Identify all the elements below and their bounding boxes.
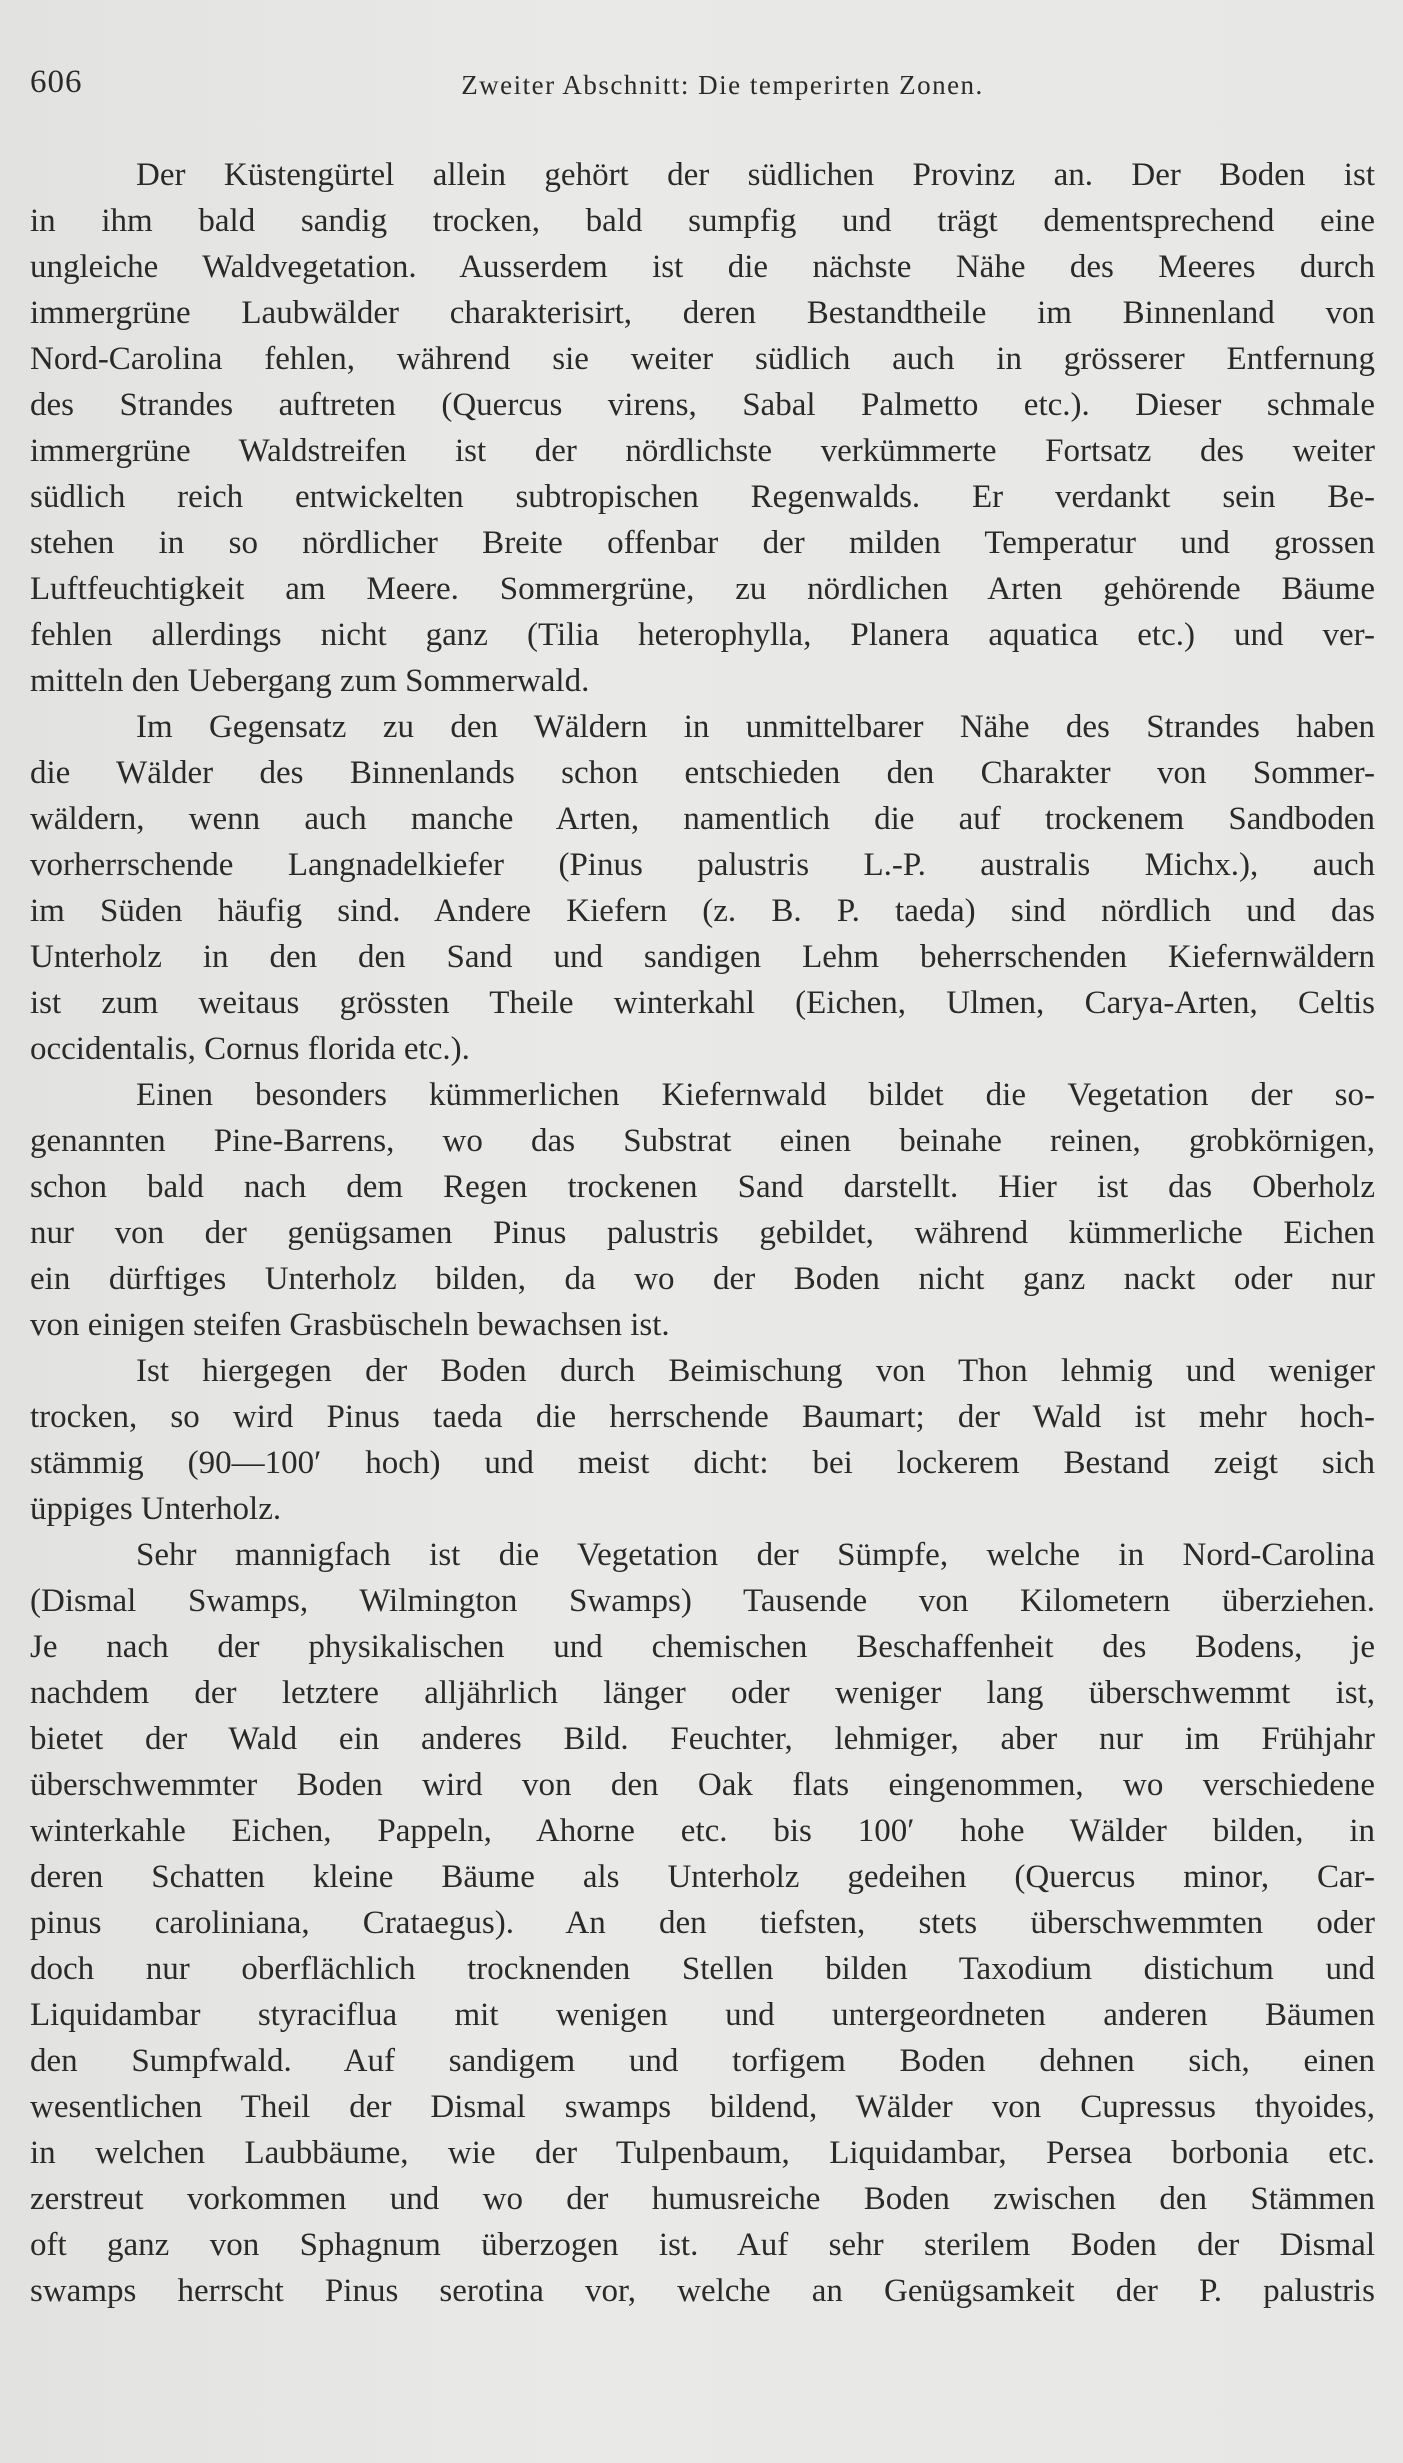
text-line: mitteln den Uebergang zum Sommerwald. [30, 663, 590, 699]
text-line: Unterholz in den den Sand und sandigen Lehm beherrschenden Kiefernwäldern [30, 939, 1375, 975]
text-line: im Süden häufig sind. Andere Kiefern (z. B. P. taeda) sind nördlich und das [30, 893, 1375, 929]
text-line: wesentlichen Theil der Dismal swamps bildend, Wälder von Cupressus thyoides, [30, 2089, 1375, 2125]
text-line: bietet der Wald ein anderes Bild. Feuchter, lehmiger, aber nur im Frühjahr [30, 1721, 1375, 1757]
text-line: die Wälder des Binnenlands schon entschieden den Charakter von Sommer- [30, 755, 1375, 791]
page-header [30, 64, 1375, 120]
text-line: nachdem der letztere alljährlich länger oder weniger lang überschwemmt ist, [30, 1675, 1375, 1711]
text-line: des Strandes auftreten (Quercus virens, Sabal Palmetto etc.). Dieser schmale [30, 387, 1375, 423]
text-line: Je nach der physikalischen und chemischen Beschaffenheit des Bodens, je [30, 1629, 1375, 1665]
text-line: immergrüne Laubwälder charakterisirt, deren Bestandtheile im Binnenland von [30, 295, 1375, 331]
text-line: stehen in so nördlicher Breite offenbar der milden Temperatur und grossen [30, 525, 1375, 561]
text-line: pinus caroliniana, Crataegus). An den tiefsten, stets überschwemmten oder [30, 1905, 1375, 1941]
text-line: oft ganz von Sphagnum überzogen ist. Auf sehr sterilem Boden der Dismal [30, 2227, 1375, 2263]
text-line: genannten Pine-Barrens, wo das Substrat einen beinahe reinen, grobkörnigen, [30, 1123, 1375, 1159]
text-line: in ihm bald sandig trocken, bald sumpfig und trägt dementsprechend eine [30, 203, 1375, 239]
text-line: von einigen steifen Grasbüscheln bewachsen ist. [30, 1307, 670, 1343]
text-line: wäldern, wenn auch manche Arten, namentlich die auf trockenem Sandboden [30, 801, 1375, 837]
text-line: Nord-Carolina fehlen, während sie weiter südlich auch in grösserer Entfernung [30, 341, 1375, 377]
text-line: Einen besonders kümmerlichen Kiefernwald bildet die Vegetation der so- [136, 1077, 1375, 1113]
text-line: üppiges Unterholz. [30, 1491, 282, 1527]
text-line: immergrüne Waldstreifen ist der nördlichste verkümmerte Fortsatz des weiter [30, 433, 1375, 469]
text-line: den Sumpfwald. Auf sandigem und torfigem Boden dehnen sich, einen [30, 2043, 1375, 2079]
text-line: deren Schatten kleine Bäume als Unterholz gedeihen (Quercus minor, Car- [30, 1859, 1375, 1895]
text-line: zerstreut vorkommen und wo der humusreiche Boden zwischen den Stämmen [30, 2181, 1375, 2217]
text-line: (Dismal Swamps, Wilmington Swamps) Tausende von Kilometern überziehen. [30, 1583, 1375, 1619]
text-line: Ist hiergegen der Boden durch Beimischung von Thon lehmig und weniger [136, 1353, 1375, 1389]
page-number: 606 [30, 64, 83, 100]
text-line: ein dürftiges Unterholz bilden, da wo der Boden nicht ganz nackt oder nur [30, 1261, 1375, 1297]
body-text [30, 152, 1375, 2314]
text-line: nur von der genügsamen Pinus palustris gebildet, während kümmerliche Eichen [30, 1215, 1375, 1251]
text-line: südlich reich entwickelten subtropischen Regenwalds. Er verdankt sein Be- [30, 479, 1375, 515]
text-line: schon bald nach dem Regen trockenen Sand darstellt. Hier ist das Oberholz [30, 1169, 1375, 1205]
text-line: occidentalis, Cornus florida etc.). [30, 1031, 470, 1067]
text-line: stämmig (90—100′ hoch) und meist dicht: bei lockerem Bestand zeigt sich [30, 1445, 1375, 1481]
text-line: winterkahle Eichen, Pappeln, Ahorne etc. bis 100′ hohe Wälder bilden, in [30, 1813, 1375, 1849]
text-line: swamps herrscht Pinus serotina vor, welche an Genügsamkeit der P. palustris [30, 2273, 1375, 2309]
text-line: überschwemmter Boden wird von den Oak flats eingenommen, wo verschiedene [30, 1767, 1375, 1803]
text-line: doch nur oberflächlich trocknenden Stellen bilden Taxodium distichum und [30, 1951, 1375, 1987]
text-line: Luftfeuchtigkeit am Meere. Sommergrüne, zu nördlichen Arten gehörende Bäume [30, 571, 1375, 607]
text-line: Liquidambar styraciflua mit wenigen und untergeordneten anderen Bäumen [30, 1997, 1375, 2033]
running-head: Zweiter Abschnitt: Die temperirten Zonen. [461, 70, 984, 100]
text-line: ungleiche Waldvegetation. Ausserdem ist die nächste Nähe des Meeres durch [30, 249, 1375, 285]
text-line: Im Gegensatz zu den Wäldern in unmittelbarer Nähe des Strandes haben [136, 709, 1375, 745]
text-line: Der Küstengürtel allein gehört der südlichen Provinz an. Der Boden ist [136, 157, 1375, 193]
text-line: in welchen Laubbäume, wie der Tulpenbaum, Liquidambar, Persea borbonia etc. [30, 2135, 1375, 2171]
text-line: trocken, so wird Pinus taeda die herrschende Baumart; der Wald ist mehr hoch- [30, 1399, 1375, 1435]
text-line: vorherrschende Langnadelkiefer (Pinus palustris L.-P. australis Michx.), auch [30, 847, 1375, 883]
text-line: ist zum weitaus grössten Theile winterkahl (Eichen, Ulmen, Carya-Arten, Celtis [30, 985, 1375, 1021]
text-line: fehlen allerdings nicht ganz (Tilia heterophylla, Planera aquatica etc.) und ver- [30, 617, 1375, 653]
text-line: Sehr mannigfach ist die Vegetation der Sümpfe, welche in Nord-Carolina [136, 1537, 1375, 1573]
